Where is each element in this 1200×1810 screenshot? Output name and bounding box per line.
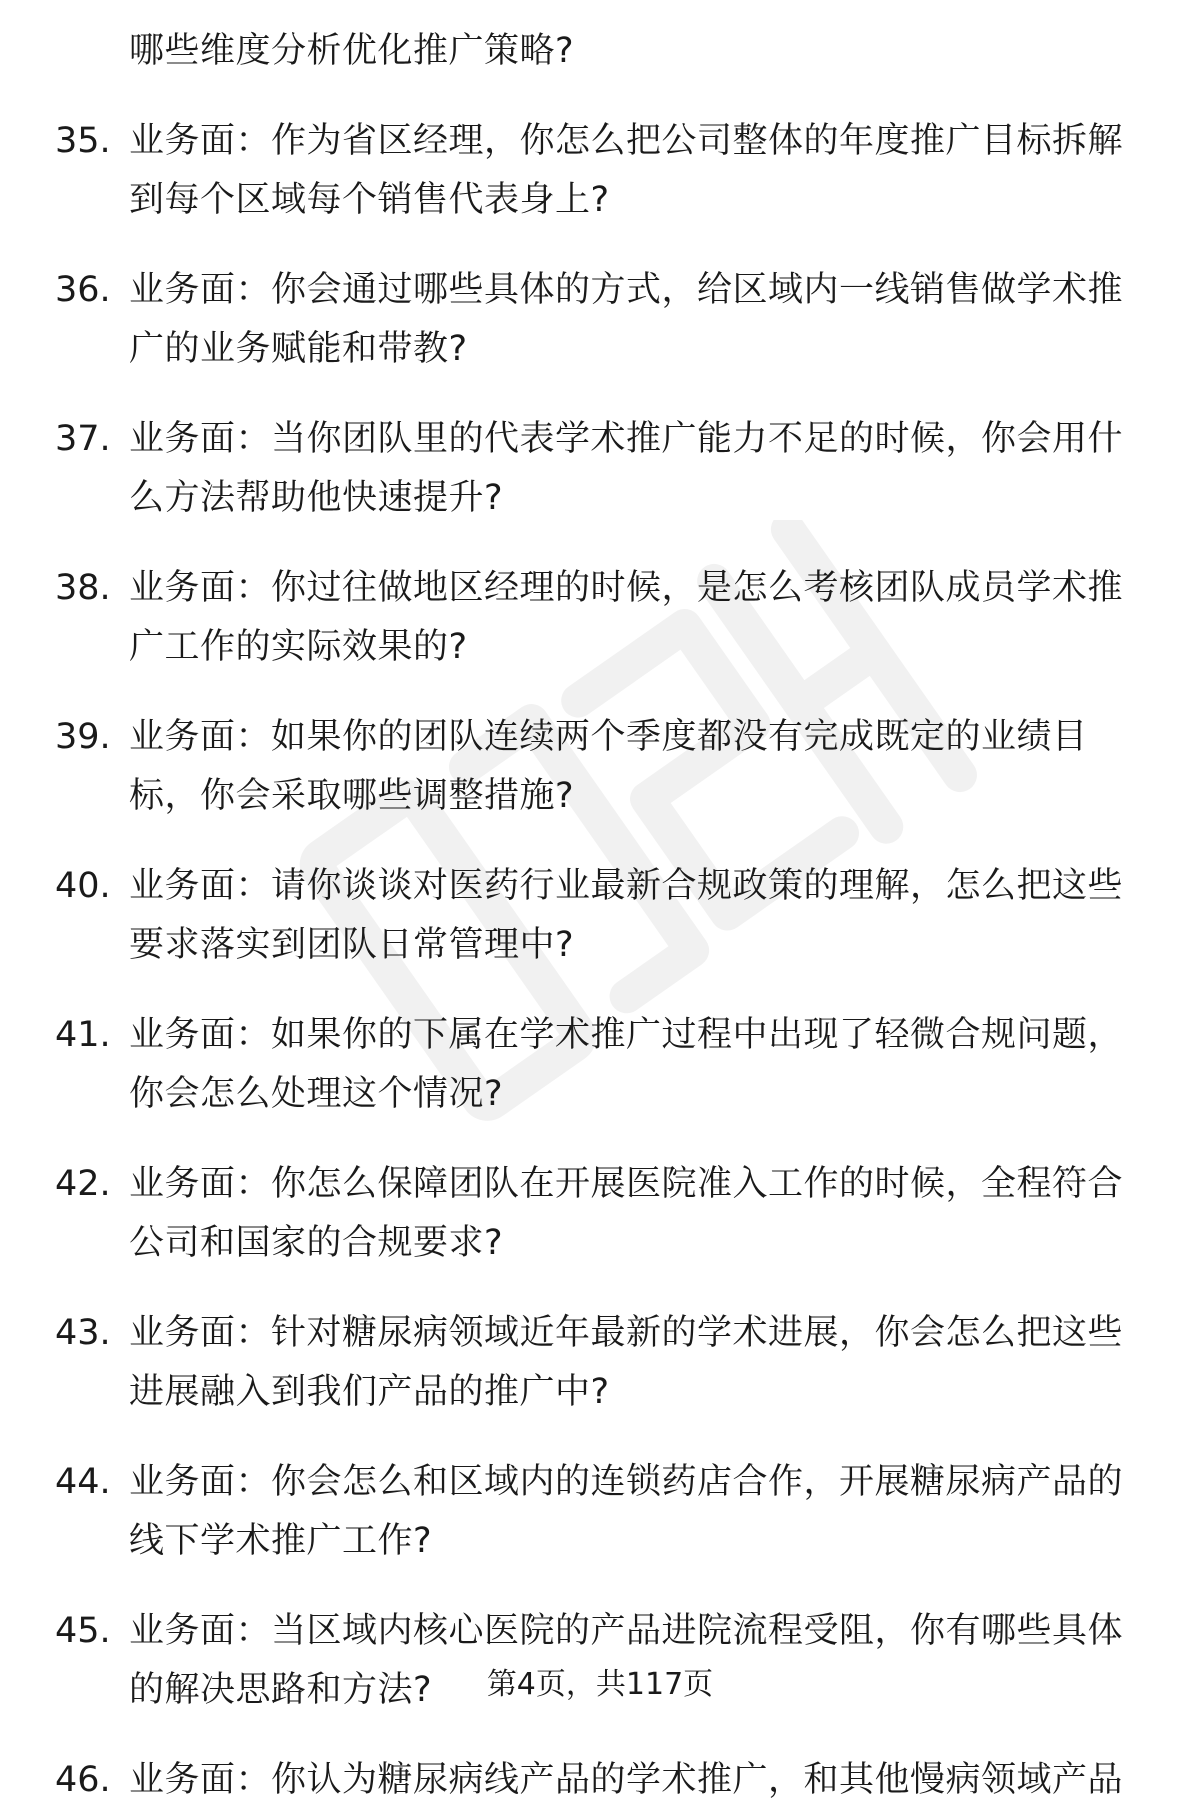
question-text-line: 广的业务赋能和带教? xyxy=(129,329,468,369)
question-text-line: 进展融入到我们产品的推广中? xyxy=(129,1372,610,1412)
question-text-line: 到每个区域每个销售代表身上? xyxy=(129,180,610,220)
question-text-line: 业务面：当你团队里的代表学术推广能力不足的时候，你会用什 xyxy=(129,419,1124,459)
question-text-line: 公司和国家的合规要求? xyxy=(129,1223,504,1263)
question-number: 39. xyxy=(55,717,111,757)
question-number: 35. xyxy=(55,121,111,161)
question-text-line: 业务面：你会怎么和区域内的连锁药店合作，开展糖尿病产品的 xyxy=(129,1462,1124,1502)
page-footer: 第4页，共117页 xyxy=(486,1667,714,1702)
question-list xyxy=(0,22,1200,1810)
question-text-line: 业务面：当区域内核心医院的产品进院流程受阻，你有哪些具体 xyxy=(129,1611,1124,1651)
question-number: 42. xyxy=(55,1164,111,1204)
question-item xyxy=(0,1751,1200,1810)
question-text-line: 业务面：你认为糖尿病线产品的学术推广，和其他慢病领域产品 xyxy=(129,1760,1124,1800)
question-text-line: 业务面：如果你的团队连续两个季度都没有完成既定的业绩目 xyxy=(129,717,1088,757)
question-number: 37. xyxy=(55,419,111,459)
question-item xyxy=(0,857,1200,975)
question-item xyxy=(0,112,1200,230)
question-number: 40. xyxy=(55,866,111,906)
question-number: 36. xyxy=(55,270,111,310)
question-number: 38. xyxy=(55,568,111,608)
question-item xyxy=(0,261,1200,379)
question-item xyxy=(0,1304,1200,1422)
question-text-line: 的解决思路和方法? xyxy=(129,1670,433,1710)
question-text-line: 业务面：你会通过哪些具体的方式，给区域内一线销售做学术推 xyxy=(129,270,1124,310)
question-text-line: 线下学术推广工作? xyxy=(129,1521,433,1561)
question-text-line: 你会怎么处理这个情况? xyxy=(129,1074,504,1114)
question-item xyxy=(0,559,1200,677)
question-text-line: 广工作的实际效果的? xyxy=(129,627,468,667)
question-item xyxy=(0,1006,1200,1124)
question-text-line: 业务面：你怎么保障团队在开展医院准入工作的时候，全程符合 xyxy=(129,1164,1124,1204)
question-item xyxy=(0,1155,1200,1273)
question-number: 44. xyxy=(55,1462,111,1502)
question-text-line: 要求落实到团队日常管理中? xyxy=(129,925,575,965)
question-number: 46. xyxy=(55,1760,111,1800)
question-text-line: 标，你会采取哪些调整措施? xyxy=(129,776,575,816)
question-number: 45. xyxy=(55,1611,111,1651)
question-text-line: 业务面：如果你的下属在学术推广过程中出现了轻微合规问题， xyxy=(129,1015,1124,1055)
question-text-line: 么方法帮助他快速提升? xyxy=(129,478,504,518)
question-item xyxy=(0,708,1200,826)
question-text-line: 业务面：你过往做地区经理的时候，是怎么考核团队成员学术推 xyxy=(129,568,1124,608)
question-text-line: 业务面：作为省区经理，你怎么把公司整体的年度推广目标拆解 xyxy=(129,121,1124,161)
question-text-line: 业务面：针对糖尿病领域近年最新的学术进展，你会怎么把这些 xyxy=(129,1313,1124,1353)
question-number: 41. xyxy=(55,1015,111,1055)
question-item xyxy=(0,1453,1200,1571)
question-number: 43. xyxy=(55,1313,111,1353)
question-text-line: 业务面：请你谈谈对医药行业最新合规政策的理解，怎么把这些 xyxy=(129,866,1124,906)
question-item xyxy=(0,410,1200,528)
continuation-line: 哪些维度分析优化推广策略? xyxy=(129,31,575,71)
